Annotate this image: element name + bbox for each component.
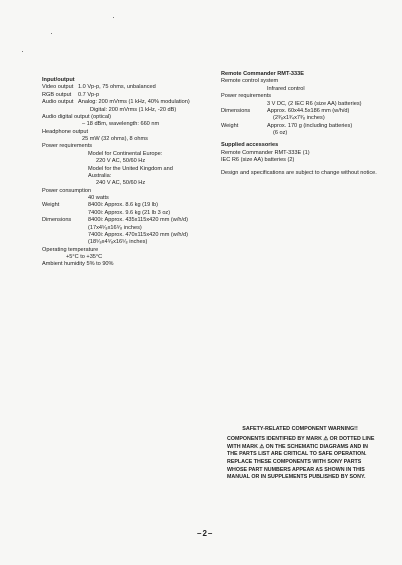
remote-dimensions-label: Dimensions <box>221 107 251 114</box>
weight-label: Weight <box>42 202 60 209</box>
spec-label: Audio output <box>42 99 74 106</box>
remote-system-label: Remote control system <box>221 78 279 85</box>
remote-power-label: Power requirements <box>221 93 272 100</box>
io-heading: Input/output <box>42 77 75 83</box>
accessories-heading: Supplied accessories <box>221 142 279 149</box>
left-column <box>42 77 212 269</box>
spec-value: 1.0 Vp-p, 75 ohms, unbalanced <box>78 84 156 91</box>
remote-power-value: 3 V DC, (2 IEC R6 (size AA) batteries) <box>267 100 362 107</box>
design-notice: Design and specifications are subject to change without notice. <box>221 169 377 176</box>
spec-row <box>42 92 212 99</box>
accessory-item: IEC R6 (size AA) batteries (2) <box>221 157 295 164</box>
scan-speck <box>51 33 52 34</box>
europe-label: Model for Continental Europe: <box>88 150 163 157</box>
accessory-item: Remote Commander RMT-333E (1) <box>221 149 310 156</box>
audio-digital-value: – 18 dBm, wavelength: 660 nm <box>82 121 160 128</box>
dimensions-line: (18⁵⁄₈x4⁵⁄₈x16⁵⁄₈ inches) <box>88 239 148 246</box>
temperature-label: Operating temperature <box>42 246 99 253</box>
uk-value: 240 V AC, 50/60 Hz <box>96 180 146 187</box>
headphone-label: Headphone output <box>42 128 89 135</box>
remote-weight-line: (6 oz) <box>273 130 288 136</box>
remote-dimensions-row <box>221 108 381 123</box>
audio-digital-label: Audio digital output (optical) <box>42 113 112 120</box>
dimensions-line: (17x4⁵⁄₈x16⁵⁄₈ inches) <box>88 224 142 231</box>
uk-label: Model for the United Kingdom and Australia: <box>88 165 173 179</box>
remote-dimensions-line: (2³⁄₈x1³⁄₄x7³⁄₈ inches) <box>273 115 325 122</box>
safety-warning-title: SAFETY-RELATED COMPONENT WARNING!! <box>242 426 358 432</box>
spec-label: Video output <box>42 84 74 91</box>
page-number: –2– <box>197 529 214 538</box>
dimensions-line: 8400i: Approx. 435x115x420 mm (w/h/d) <box>88 217 189 224</box>
consumption-value: 40 watts <box>88 195 109 201</box>
remote-dimensions-line: Approx. 60x44.5x186 mm (w/h/d) <box>267 107 350 114</box>
dimensions-line: 7400i: Approx. 470x115x420 mm (w/h/d) <box>88 231 189 238</box>
power-label: Power requirements <box>42 143 93 150</box>
remote-weight-label: Weight <box>221 122 239 129</box>
safety-warning-text: COMPONENTS IDENTIFIED BY MARK ⚠ OR DOTTED LINE WITH MARK ⚠ ON THE SCHEMATIC DIAGRAMS AND IN THE PARTS LIST ARE CRITICAL TO SAFE OPERATION. REPLACE THESE COMPONENTS WITH SONY PARTS WHOSE PART NUMBERS APPEAR AS SHOWN IN THIS MANUAL OR IN SUPPLEMENTS PUBLISHED BY SONY. <box>227 436 375 481</box>
weight-line: 7400i: Approx. 9.6 kg (21 lb 3 oz) <box>88 209 171 216</box>
spec-row <box>42 99 212 106</box>
dimensions-label: Dimensions <box>42 217 72 224</box>
spec-label: RGB output <box>42 91 72 98</box>
temperature-value: +5°C to +35°C <box>66 254 103 260</box>
remote-system-value: Infrared control <box>267 85 305 92</box>
remote-weight-line: Approx. 170 g (including batteries) <box>267 122 353 129</box>
consumption-label: Power consumption <box>42 187 92 194</box>
remote-heading: Remote Commander RMT-333E <box>221 71 304 77</box>
scan-speck <box>113 17 114 18</box>
headphone-value: 25 mW (32 ohms), 8 ohms <box>82 136 148 142</box>
spec-value: 0.7 Vp-p <box>78 91 100 98</box>
spec-row <box>42 84 212 91</box>
right-column <box>221 71 381 177</box>
remote-weight-row <box>221 123 381 138</box>
europe-value: 220 V AC, 50/60 Hz <box>96 158 146 165</box>
humidity: Ambient humidity 5% to 90% <box>42 261 114 268</box>
spec-value: Analog: 200 mVrms (1 kHz, 40% modulation) <box>78 99 190 106</box>
digital-output: Digital: 200 mVrms (1 kHz, -20 dB) <box>90 106 177 113</box>
dimensions-row <box>42 217 212 247</box>
weight-line: 8400i: Approx. 8.6 kg (19 lb) <box>88 202 158 209</box>
weight-row <box>42 202 212 217</box>
scan-speck <box>22 51 23 52</box>
